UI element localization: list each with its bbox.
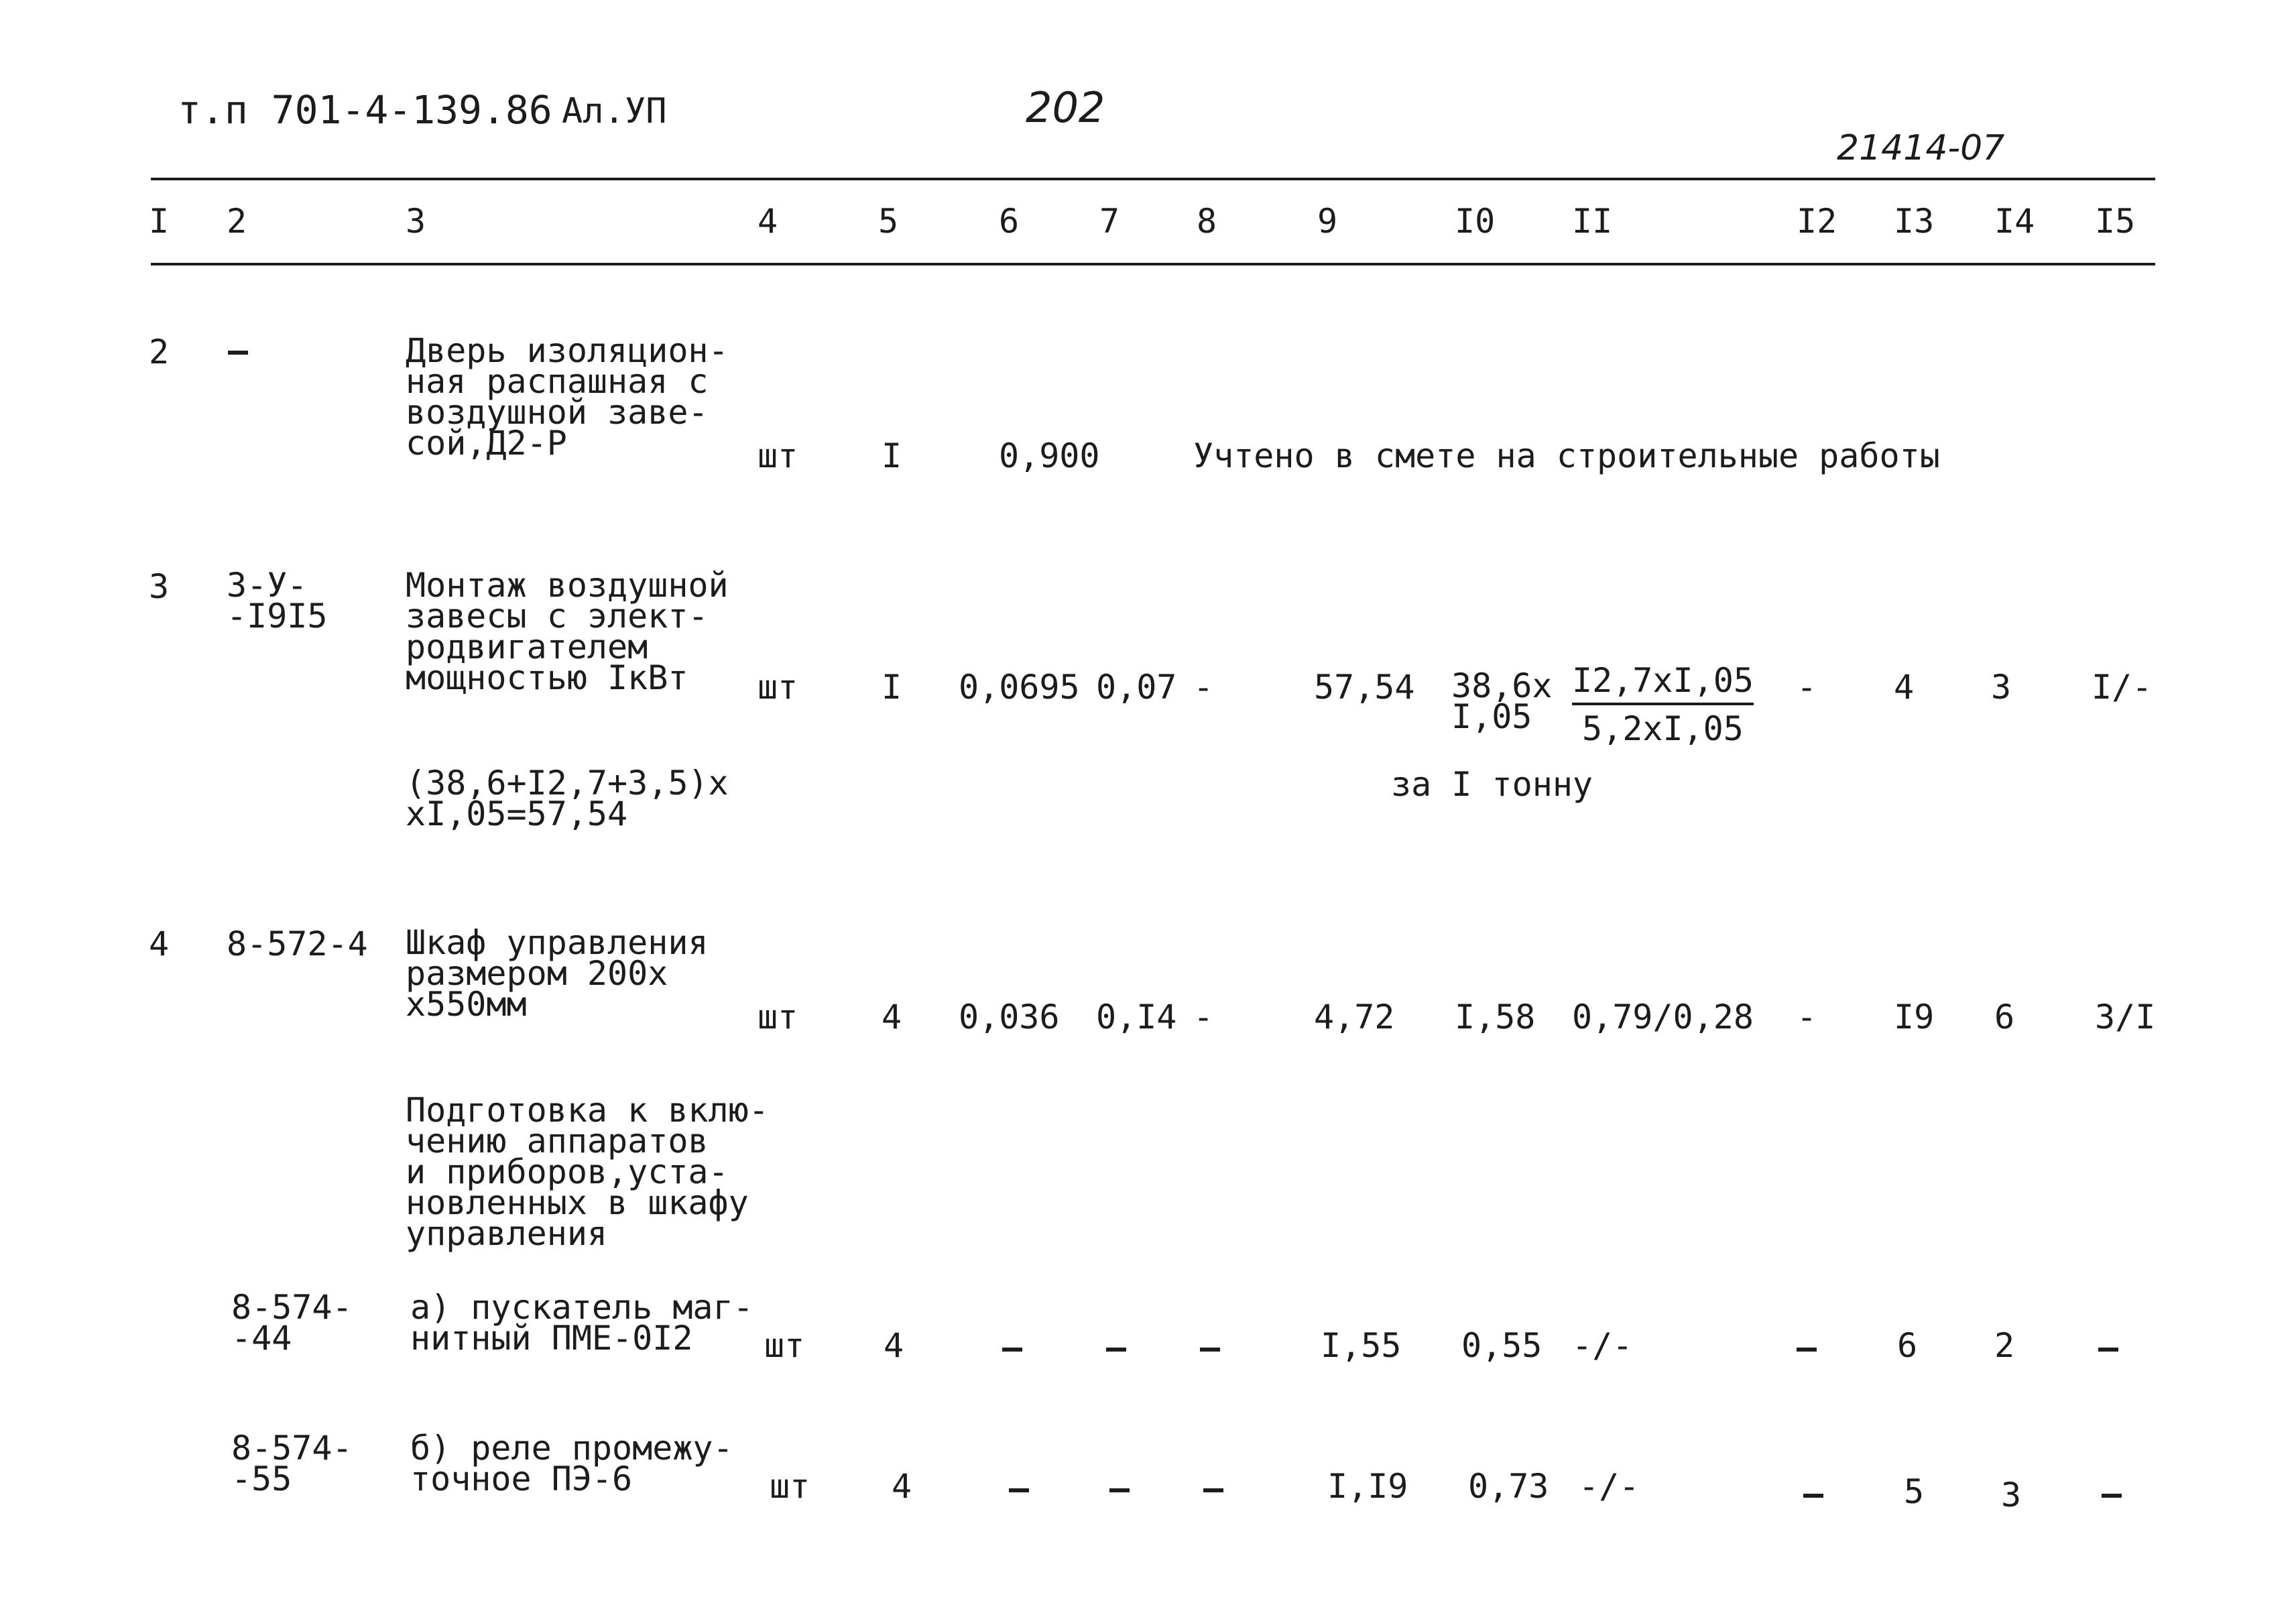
calc-formula: (38,6+I2,7+3,5)х хI,05=57,54 — [406, 764, 729, 833]
col6-value: 0,900 — [999, 436, 1100, 475]
col12-value: - — [1797, 998, 1817, 1036]
col12-dash-icon — [1797, 1348, 1817, 1352]
col13-value: I9 — [1894, 998, 1935, 1036]
col15-value: 3/I — [2095, 998, 2156, 1036]
row-number: 3 — [149, 567, 170, 606]
header-bottom-rule — [151, 263, 2155, 265]
col13-value: 4 — [1894, 668, 1915, 707]
item-name: б) реле промежу- точное ПЭ-6 — [410, 1429, 733, 1498]
column-header: I5 — [2095, 202, 2136, 241]
preparation-text: Подготовка к вклю- чению аппаратов и приборов,уста- новленных в шкафу управления — [406, 1091, 769, 1253]
column-header: 7 — [1099, 202, 1120, 241]
column-header: 3 — [406, 202, 426, 241]
page-number: 202 — [1026, 83, 1105, 132]
col11-value: -/- — [1572, 1326, 1633, 1365]
col9-value: 4,72 — [1314, 998, 1395, 1036]
fraction-numerator: I2,7хI,05 — [1572, 664, 1754, 705]
col9-value: I,I9 — [1327, 1467, 1408, 1506]
norm-code: 8-572-4 — [227, 925, 368, 963]
col14-value: 2 — [1994, 1326, 2015, 1365]
row-number: 2 — [149, 333, 170, 371]
col6-value: 0,0695 — [959, 668, 1080, 707]
unit: шт — [758, 436, 798, 475]
header-top-rule — [151, 178, 2155, 180]
norm-code: 3-У- -I9I5 — [227, 566, 328, 636]
row-number: 4 — [149, 925, 170, 963]
column-header: I3 — [1894, 202, 1935, 241]
column-header: I2 — [1797, 202, 1837, 241]
col9-value: 57,54 — [1314, 668, 1415, 707]
archive-number: 21414-07 — [1837, 128, 2005, 168]
album-label: Ал.УП — [562, 91, 667, 131]
col10-value: 0,73 — [1468, 1467, 1549, 1506]
col7-value: 0,I4 — [1096, 998, 1177, 1036]
row-note: Учтено в смете на строительные работы — [1193, 436, 1940, 475]
column-header: 9 — [1317, 202, 1338, 241]
col14-value: 3 — [1991, 668, 2012, 707]
col11-fraction — [1572, 661, 1754, 748]
column-header: 6 — [999, 202, 1020, 241]
quantity: I — [882, 436, 902, 475]
column-header: 2 — [227, 202, 247, 241]
col7-value: 0,07 — [1096, 668, 1177, 707]
col15-dash-icon — [2098, 1348, 2118, 1352]
quantity: I — [882, 668, 902, 707]
code-dash-icon — [228, 351, 248, 355]
quantity: 4 — [884, 1326, 904, 1365]
fraction-denominator: 5,2хI,05 — [1582, 709, 1744, 748]
column-header: I4 — [1994, 202, 2035, 241]
col10-value: I,58 — [1455, 998, 1536, 1036]
col14-value: 3 — [2001, 1476, 2022, 1514]
col13-value: 5 — [1904, 1472, 1925, 1511]
col8-dash-icon — [1203, 1488, 1223, 1492]
unit: шт — [764, 1326, 805, 1365]
col11-value: 0,79/0,28 — [1572, 998, 1754, 1036]
col12-value: - — [1797, 668, 1817, 707]
column-header: I — [149, 202, 170, 241]
col8-dash-icon — [1200, 1348, 1220, 1352]
col13-value: 6 — [1897, 1326, 1918, 1365]
col6-value: 0,036 — [959, 998, 1060, 1036]
column-header: 4 — [758, 202, 778, 241]
column-header: 5 — [878, 202, 899, 241]
col11-value: -/- — [1579, 1467, 1640, 1506]
col15-dash-icon — [2102, 1494, 2122, 1498]
item-name: Дверь изоляцион- ная распашная с воздушной заве- сой,Д2-Р — [406, 331, 729, 463]
item-name: Монтаж воздушной завесы с элект- родвигателем мощностью IкВт — [406, 566, 729, 697]
item-name: а) пускатель маг- нитный ПМЕ-0I2 — [410, 1288, 753, 1358]
col10-value: 38,6х I,05 — [1451, 666, 1553, 736]
col6-dash-icon — [1002, 1348, 1022, 1352]
column-header: I0 — [1455, 202, 1496, 241]
col12-dash-icon — [1803, 1494, 1823, 1498]
per-ton-note: за I тонну — [1391, 765, 1593, 804]
unit: шт — [758, 998, 798, 1036]
column-header: 8 — [1197, 202, 1217, 241]
quantity: 4 — [882, 998, 902, 1036]
col14-value: 6 — [1994, 998, 2015, 1036]
unit: шт — [770, 1467, 810, 1506]
col8-value: - — [1193, 668, 1214, 707]
norm-code: 8-574- -55 — [231, 1429, 353, 1498]
column-header: II — [1572, 202, 1613, 241]
col9-value: I,55 — [1321, 1326, 1402, 1365]
col15-value: I/- — [2092, 668, 2153, 707]
col6-dash-icon — [1009, 1488, 1029, 1492]
col8-value: - — [1193, 998, 1214, 1036]
doc-code: т.п 701-4-139.86 — [178, 87, 552, 133]
col7-dash-icon — [1106, 1348, 1126, 1352]
norm-code: 8-574- -44 — [231, 1288, 353, 1358]
quantity: 4 — [892, 1467, 912, 1506]
col7-dash-icon — [1109, 1488, 1130, 1492]
unit: шт — [758, 668, 798, 707]
col10-value: 0,55 — [1461, 1326, 1543, 1365]
item-name: Шкаф управления размером 200х х550мм — [406, 923, 709, 1024]
